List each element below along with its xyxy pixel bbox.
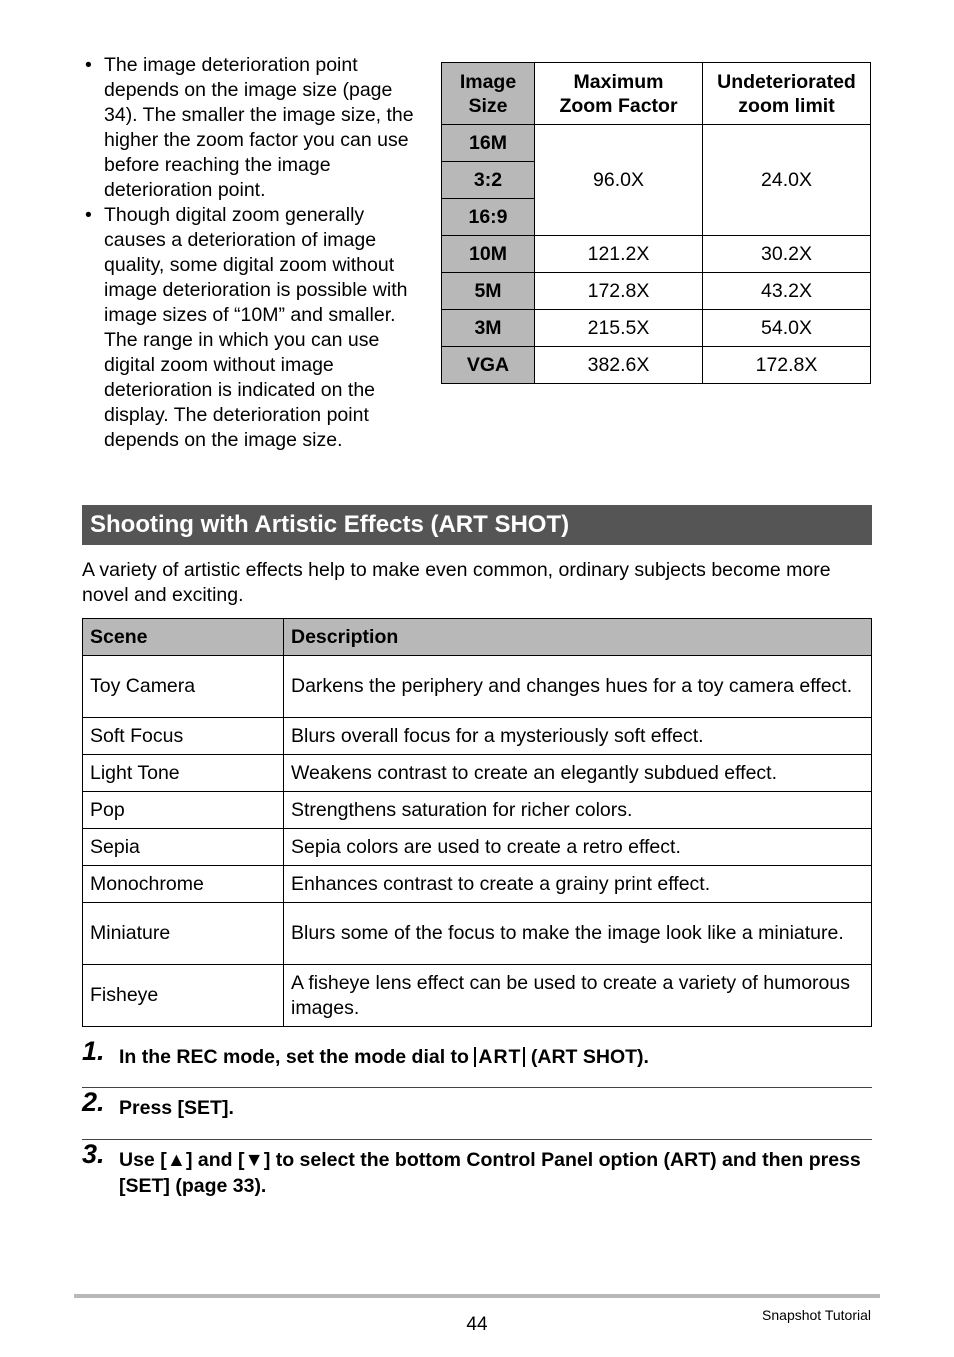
scene-cell: Fisheye [83, 965, 284, 1027]
description-cell: Darkens the periphery and changes hues for a toy camera effect. [284, 656, 872, 718]
scene-cell: Sepia [83, 829, 284, 866]
page-number: 44 [466, 1314, 488, 1335]
size-cell: 5M [442, 273, 535, 310]
header-description: Description [284, 619, 872, 656]
table-row [83, 718, 872, 755]
max-zoom-cell: 121.2X [535, 236, 703, 273]
step-3: 3. Use [▲] and [▼] to select the bottom Control Panel option (ART) and then press [SET] (page 33). [82, 1139, 861, 1197]
size-cell: 3M [442, 310, 535, 347]
table-row [83, 656, 872, 718]
description-cell: Enhances contrast to create a grainy print effect. [284, 866, 872, 903]
size-cell: VGA [442, 347, 535, 384]
divider [82, 1087, 872, 1088]
header-scene: Scene [83, 619, 284, 656]
bullet-list [82, 53, 422, 453]
description-cell: Blurs some of the focus to make the image look like a miniature. [284, 903, 872, 965]
table-row [83, 755, 872, 792]
limit-cell: 24.0X [703, 125, 871, 236]
down-arrow-icon: ▼ [244, 1149, 264, 1171]
step-number: 3. [82, 1139, 105, 1169]
table-row [83, 903, 872, 965]
table-row [83, 965, 872, 1027]
max-zoom-cell: 172.8X [535, 273, 703, 310]
description-cell: A fisheye lens effect can be used to create a variety of humorous images. [284, 965, 872, 1027]
bullet-item: • The image deterioration point depends on the image size (page 34). The smaller the image size, the higher the zoom factor you can use before reaching the image deterioration point. [82, 53, 422, 203]
footer-section-label: Snapshot Tutorial [762, 1307, 871, 1323]
description-cell: Blurs overall focus for a mysteriously soft effect. [284, 718, 872, 755]
art-table-header [83, 619, 872, 656]
description-cell: Sepia colors are used to create a retro effect. [284, 829, 872, 866]
scene-cell: Miniature [83, 903, 284, 965]
table-row [442, 310, 871, 347]
step-2: 2. Press [SET]. [82, 1087, 234, 1119]
art-mode-icon: ART [474, 1047, 525, 1067]
size-cell: 16:9 [442, 199, 535, 236]
scene-cell: Soft Focus [83, 718, 284, 755]
max-zoom-cell: 96.0X [535, 125, 703, 236]
step-number: 2. [82, 1087, 105, 1117]
size-cell: 3:2 [442, 162, 535, 199]
header-image-size: Image Size [442, 63, 535, 125]
divider [82, 1139, 872, 1140]
section-title: Shooting with Artistic Effects (ART SHOT) [82, 505, 872, 545]
step-1: 1. In the REC mode, set the mode dial to ART (ART SHOT). [82, 1036, 649, 1068]
table-row [83, 829, 872, 866]
max-zoom-cell: 382.6X [535, 347, 703, 384]
scene-cell: Monochrome [83, 866, 284, 903]
limit-cell: 172.8X [703, 347, 871, 384]
table-row [83, 792, 872, 829]
table-row [442, 236, 871, 273]
zoom-table-header [442, 63, 871, 125]
limit-cell: 43.2X [703, 273, 871, 310]
scene-cell: Pop [83, 792, 284, 829]
description-cell: Weakens contrast to create an elegantly subdued effect. [284, 755, 872, 792]
art-shot-table [82, 618, 872, 1027]
limit-cell: 54.0X [703, 310, 871, 347]
bullet-item: • Though digital zoom generally causes a deterioration of image quality, some digital zoom without image deterioration is possible with image sizes of “10M” and smaller. The range in which you can use digital zoom without image deterioration is indicated on the display. The deterioration point depends on the image size. [82, 203, 422, 453]
table-row [442, 273, 871, 310]
scene-cell: Light Tone [83, 755, 284, 792]
scene-cell: Toy Camera [83, 656, 284, 718]
zoom-table [441, 62, 871, 384]
up-arrow-icon: ▲ [166, 1149, 186, 1171]
table-row [83, 866, 872, 903]
footer-rule [74, 1294, 880, 1298]
size-cell: 16M [442, 125, 535, 162]
table-row [442, 125, 871, 162]
step-number: 1. [82, 1036, 105, 1066]
header-undeteriorated: Undeteriorated zoom limit [703, 63, 871, 125]
size-cell: 10M [442, 236, 535, 273]
table-row [442, 347, 871, 384]
header-max-zoom: Maximum Zoom Factor [535, 63, 703, 125]
description-cell: Strengthens saturation for richer colors. [284, 792, 872, 829]
max-zoom-cell: 215.5X [535, 310, 703, 347]
limit-cell: 30.2X [703, 236, 871, 273]
intro-text: A variety of artistic effects help to make even common, ordinary subjects become more novel and exciting. [82, 559, 831, 606]
